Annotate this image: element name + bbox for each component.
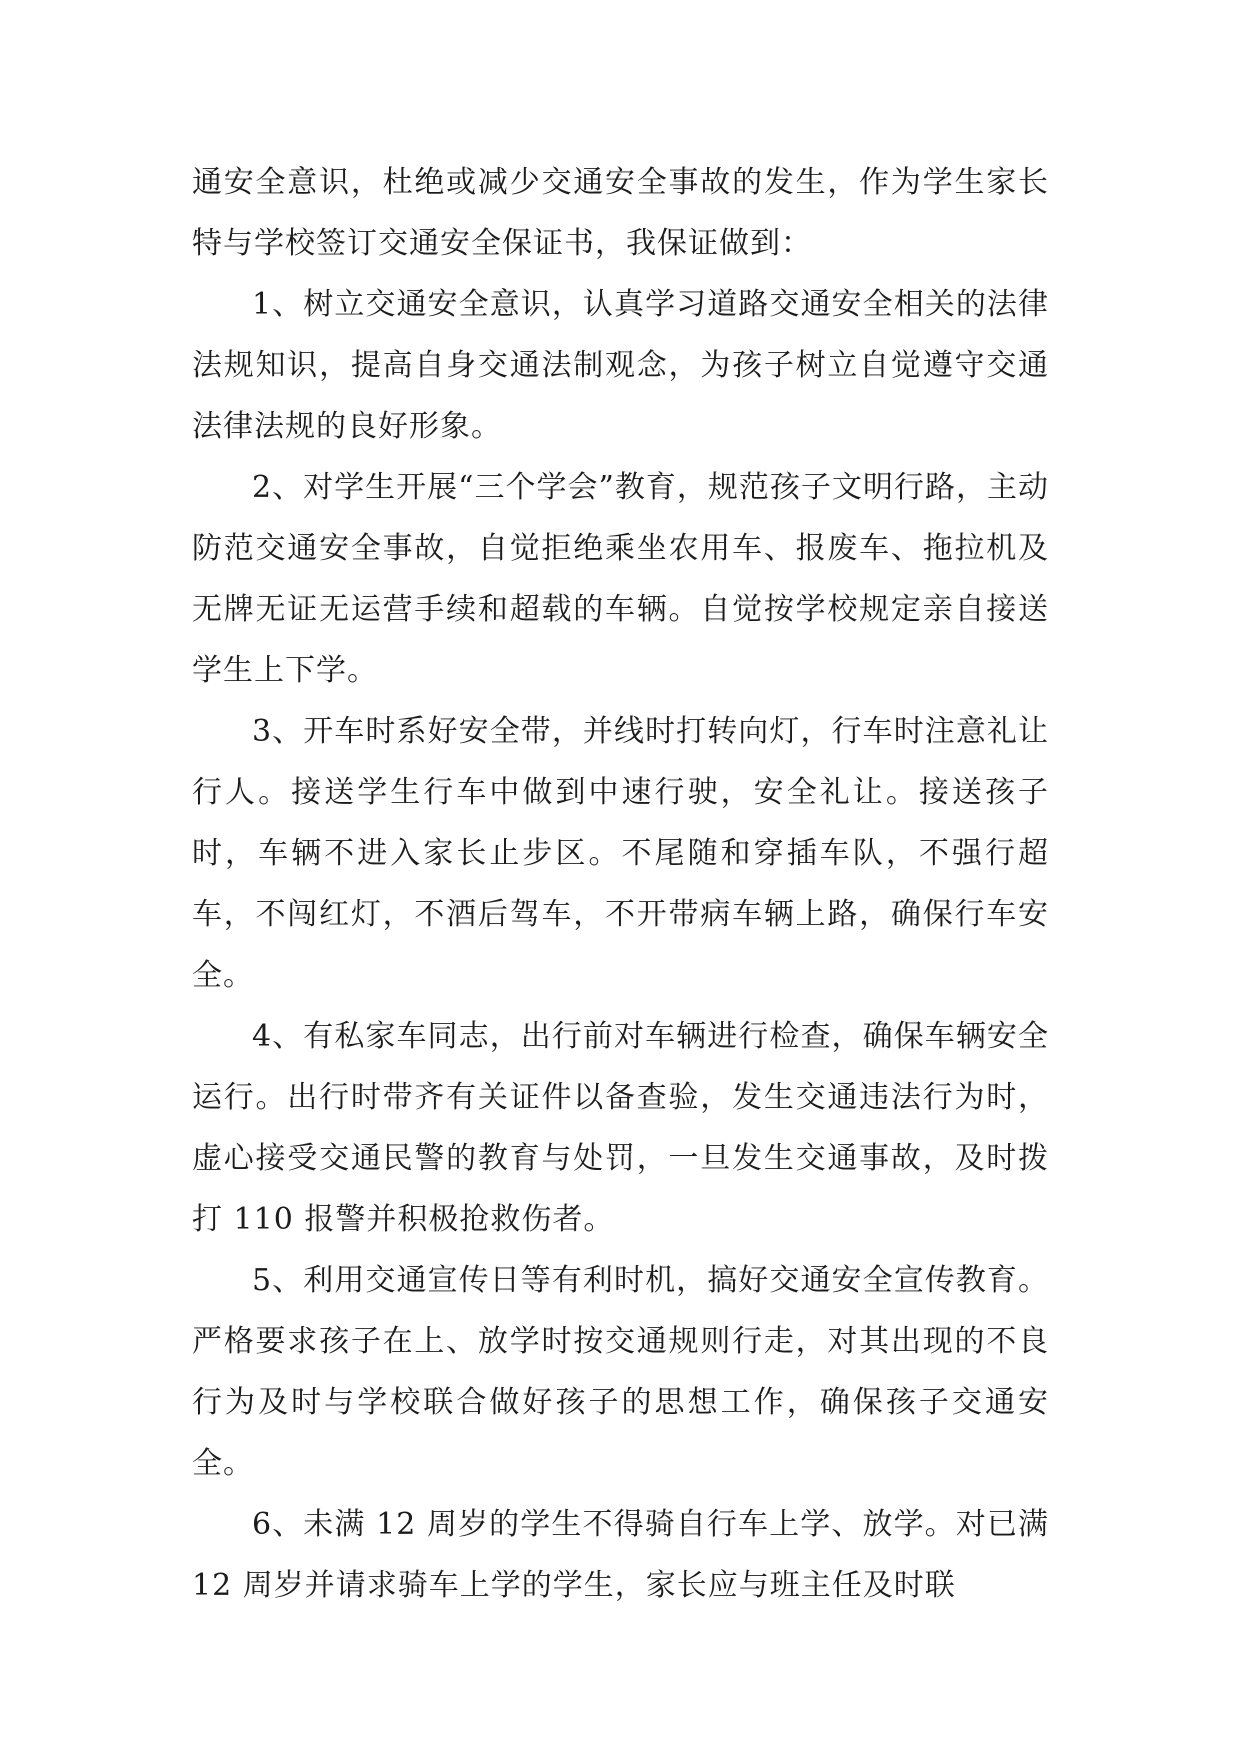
paragraph-continuation: 通安全意识，杜绝或减少交通安全事故的发生，作为学生家长特与学校签订交通安全保证书，我保证做到： — [192, 165, 1049, 261]
document-body — [192, 152, 1049, 1616]
paragraph-item-4: 4、有私家车同志，出行前对车辆进行检查，确保车辆安全运行。出行时带齐有关证件以备查验，发生交通违法行为时，虚心接受交通民警的教育与处罚，一旦发生交通事故，及时拨打 110 报警并积极抢救伤者。 — [192, 1019, 1049, 1237]
paragraph-item-2: 2、对学生开展“三个学会”教育，规范孩子文明行路，主动防范交通安全事故，自觉拒绝乘坐农用车、报废车、拖拉机及无牌无证无运营手续和超载的车辆。自觉按学校规定亲自接送学生上下学。 — [192, 470, 1049, 688]
paragraph-item-1: 1、树立交通安全意识，认真学习道路交通安全相关的法律法规知识，提高自身交通法制观念，为孩子树立自觉遵守交通法律法规的良好形象。 — [192, 287, 1049, 444]
paragraph-item-3: 3、开车时系好安全带，并线时打转向灯，行车时注意礼让行人。接送学生行车中做到中速行驶，安全礼让。接送孩子时，车辆不进入家长止步区。不尾随和穿插车队，不强行超车，不闯红灯，不酒后驾车，不开带病车辆上路，确保行车安全。 — [192, 714, 1049, 993]
paragraph-item-6: 6、未满 12 周岁的学生不得骑自行车上学、放学。对已满 12 周岁并请求骑车上学的学生，家长应与班主任及时联 — [192, 1507, 1049, 1603]
paragraph-item-5: 5、利用交通宣传日等有利时机，搞好交通安全宣传教育。严格要求孩子在上、放学时按交通规则行走，对其出现的不良行为及时与学校联合做好孩子的思想工作，确保孩子交通安全。 — [192, 1263, 1049, 1481]
